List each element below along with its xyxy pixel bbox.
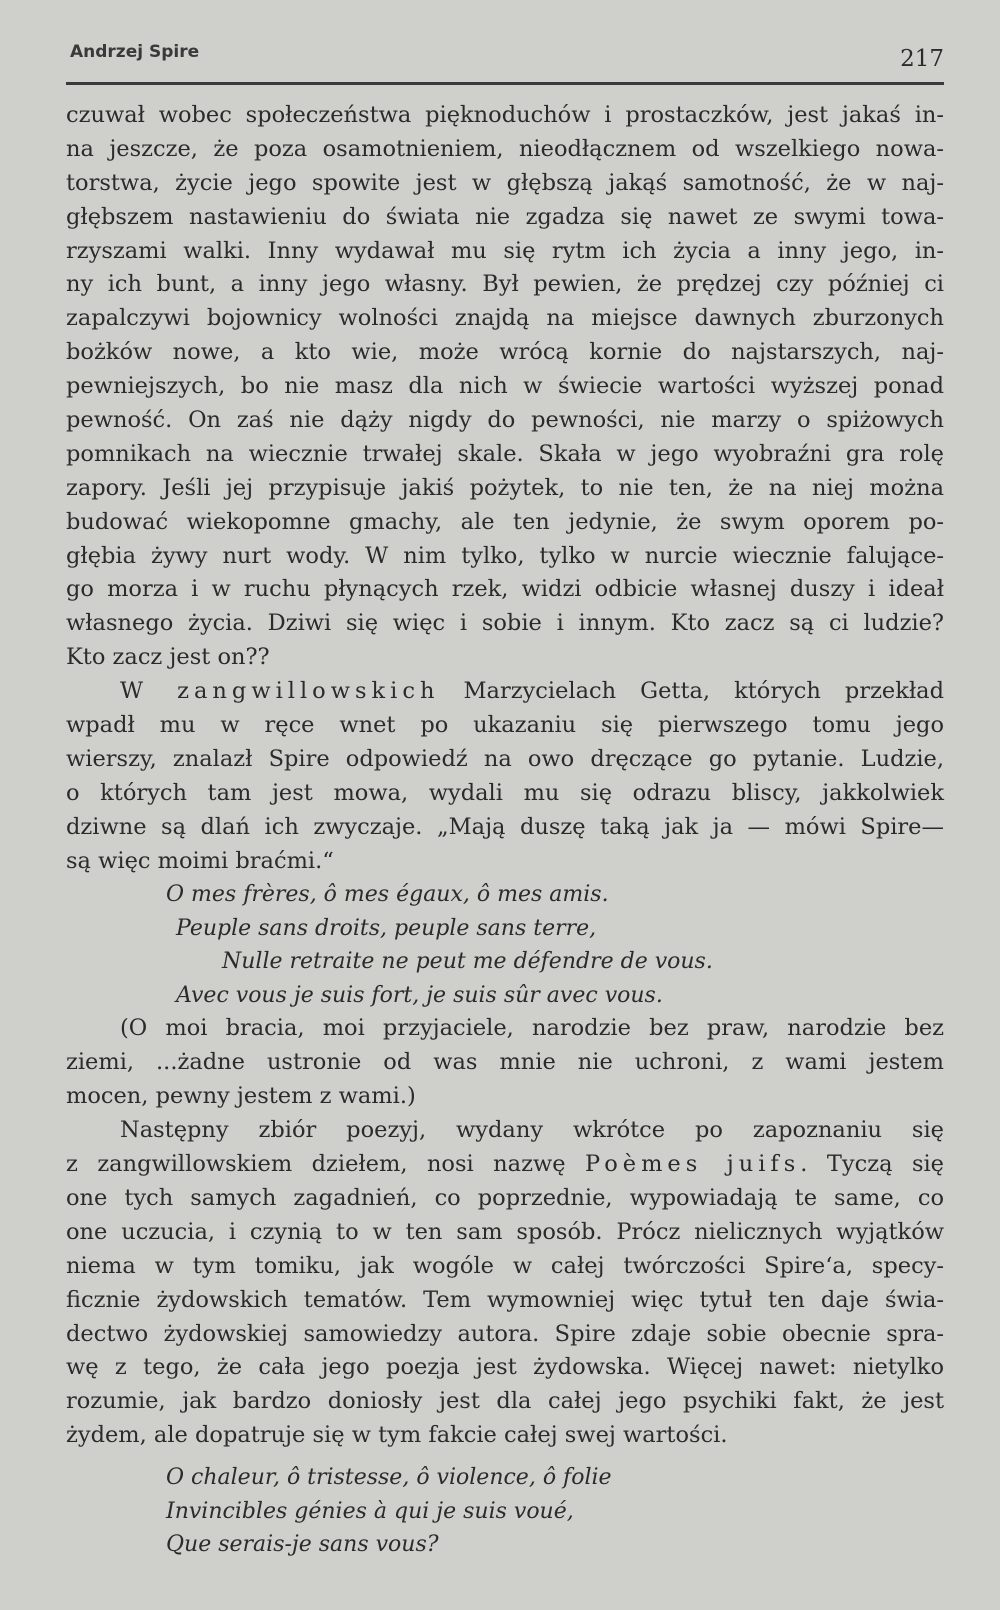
text-line: dectwo żydowskiej samowiedzy autora. Spire zdaje sobie obecnie spra-	[66, 1320, 944, 1347]
header-author: Andrzej Spire	[70, 42, 200, 62]
text-line: bożków nowe, a kto wie, może wrócą kornie do najstarszych, naj-	[66, 339, 944, 366]
page-number: 217	[900, 46, 944, 72]
text-line: Następny zbiór poezyj, wydany wkrótce po zapoznaniu się	[120, 1117, 944, 1144]
text-line: mocen, pewny jestem z wami.)	[66, 1083, 416, 1110]
spaced-book-title: Poèmes juifs	[584, 1151, 801, 1178]
translation-1	[66, 1012, 944, 1114]
page-body	[66, 99, 944, 1562]
text-fragment: . Tyczą się	[800, 1151, 944, 1178]
verse-line: O chaleur, ô tristesse, ô violence, ô folie	[166, 1465, 612, 1491]
text-line: głębszem nastawieniu do świata nie zgadza się nawet ze swymi towa-	[66, 203, 944, 230]
running-header	[66, 38, 944, 85]
text-line: niema w tym tomiku, jak wogóle w całej twórczości Spire‘a, specy-	[66, 1252, 944, 1279]
text-line: ny ich bunt, a inny jego własny. Był pewien, że prędzej czy później ci	[66, 271, 944, 298]
verse-quote-2	[66, 1461, 944, 1562]
text-line: Kto zacz jest on??	[66, 644, 270, 671]
text-line: o których tam jest mowa, wydali mu się odrazu bliscy, jakkolwiek	[66, 779, 944, 806]
text-line: go morza i w ruchu płynących rzek, widzi odbicie własnej duszy i ideał	[66, 576, 944, 603]
text-line: (O moi bracia, moi przyjaciele, narodzie bez praw, narodzie bez	[120, 1015, 944, 1042]
verse-quote-1	[66, 878, 944, 1012]
text-line: wierszy, znalazł Spire odpowiedź na owo dręczące go pytanie. Ludzie,	[66, 745, 944, 772]
text-line: głębia żywy nurt wody. W nim tylko, tylko w nurcie wiecznie falujące-	[66, 542, 944, 569]
text-line: żydem, ale dopatruje się w tym fakcie całej swej wartości.	[66, 1422, 728, 1449]
verse-line: O mes frères, ô mes égaux, ô mes amis.	[166, 882, 609, 908]
text-line: zapalczywi bojownicy wolności znajdą na miejsce dawnych zburzonych	[66, 305, 944, 332]
text-line: rozumie, jak bardzo doniosły jest dla całej jego psychiki fakt, że jest	[66, 1388, 944, 1415]
verse-line: Peuple sans droits, peuple sans terre,	[176, 915, 597, 941]
verse-line: Invincibles génies à qui je suis voué,	[166, 1498, 574, 1524]
spaced-author-name: W zangwillowskich	[120, 678, 440, 705]
text-line: one tych samych zagadnień, co poprzednie, wypowiadają te same, co	[66, 1184, 944, 1211]
text-line: wpadł mu w ręce wnet po ukazaniu się pierwszego tomu jego	[66, 712, 944, 739]
text-line: budować wiekopomne gmachy, ale ten jedynie, że swym oporem po-	[66, 508, 944, 535]
text-line: rzyszami walki. Inny wydawał mu się rytm ich życia a inny jego, in-	[66, 237, 944, 264]
verse-line: Que serais-je sans vous?	[166, 1532, 439, 1558]
text-line: czuwał wobec społeczeństwa pięknoduchów i prostaczków, jest jakaś in-	[66, 102, 944, 128]
text-line: na jeszcze, że poza osamotnieniem, nieodłącznem od wszelkiego nowa-	[66, 135, 944, 162]
spacer	[66, 1453, 944, 1461]
verse-line: Nulle retraite ne peut me défendre de vous.	[222, 949, 713, 975]
verse-line: Avec vous je suis fort, je suis sûr avec vous.	[176, 982, 663, 1008]
text-line: zapory. Jeśli jej przypisuje jakiś pożytek, to nie ten, że na niej można	[66, 474, 944, 501]
text-line: pomnikach na wiecznie trwałej skale. Skała w jego wyobraźni gra rolę	[66, 440, 944, 467]
text-line: pewność. On zaś nie dąży nigdy do pewności, nie marzy o spiżowych	[66, 407, 944, 434]
text-line: dziwne są dlań ich zwyczaje. „Mają duszę taką jak ja — mówi Spire—	[66, 813, 944, 840]
text-line: ziemi, ...żadne ustronie od was mnie nie uchroni, z wami jestem	[66, 1049, 944, 1076]
text-line: pewniejszych, bo nie masz dla nich w świecie wartości wyższej ponad	[66, 373, 944, 400]
paragraph-3	[66, 1114, 944, 1453]
text-line: torstwa, życie jego spowite jest w głębszą jakąś samotność, że w naj-	[66, 169, 944, 196]
text-line	[66, 1148, 944, 1182]
text-fragment: Marzycielach Getta, których przekład	[439, 678, 944, 705]
text-line: wę z tego, że cała jego poezja jest żydowska. Więcej nawet: nietylko	[66, 1354, 944, 1381]
text-line: są więc moimi braćmi.“	[66, 847, 334, 874]
text-fragment: z zangwillowskiem dziełem, nosi nazwę	[66, 1151, 585, 1178]
paragraph-2	[66, 675, 944, 878]
text-line: ficznie żydowskich tematów. Tem wymowniej więc tytuł ten daje świa-	[66, 1286, 944, 1313]
text-line	[66, 675, 944, 709]
text-line: one uczucia, i czynią to w ten sam sposób. Prócz nielicznych wyjątków	[66, 1218, 944, 1245]
paragraph-1	[66, 99, 944, 675]
text-line: własnego życia. Dziwi się więc i sobie i innym. Kto zacz są ci ludzie?	[66, 610, 944, 637]
